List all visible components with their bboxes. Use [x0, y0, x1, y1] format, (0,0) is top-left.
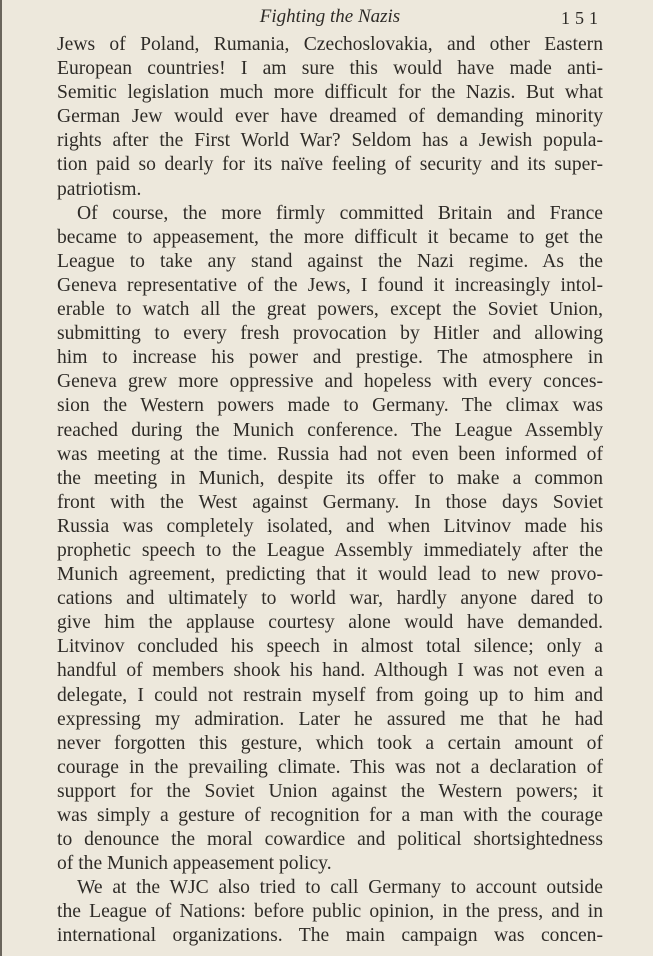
text-line: never forgotten this gesture, which took a certain amount of [57, 732, 603, 754]
text-line: support for the Soviet Union against the Western powers; it [57, 780, 603, 802]
text-line: of the Munich appeasement policy. [57, 853, 332, 875]
text-line: was simply a gesture of recognition for a man with the courage [57, 805, 603, 826]
page-header [57, 6, 603, 32]
text-line: was meeting at the time. Russia had not even been informed of [57, 443, 603, 465]
text-line: rights after the First World War? Seldom has a Jewish popula- [57, 130, 603, 152]
text-line: German Jew would ever have dreamed of demanding minority [57, 106, 603, 128]
text-line: the meeting in Munich, despite its offer to make a common [57, 467, 603, 489]
text-line: front with the West against Germany. In those days Soviet [57, 491, 603, 513]
text-line: Munich agreement, predicting that it would lead to new provo- [57, 564, 603, 586]
text-line: submitting to every fresh provocation by Hitler and allowing [57, 323, 603, 345]
text-line: international organizations. The main campaign was concen- [57, 925, 603, 947]
text-line: reached during the Munich conference. The League Assembly [57, 419, 603, 441]
text-line: expressing my admiration. Later he assured me that he had [57, 708, 603, 730]
text-line: We at the WJC also tried to call Germany to account outside [77, 877, 603, 899]
text-line: tion paid so dearly for its naïve feeling of security and its super- [57, 154, 603, 176]
text-line: sion the Western powers made to Germany. The climax was [57, 395, 603, 417]
text-line: League to take any stand against the Nazi regime. As the [57, 250, 603, 272]
text-line: prophetic speech to the League Assembly immediately after the [57, 539, 603, 561]
text-line: Geneva grew more oppressive and hopeless with every conces- [57, 371, 603, 393]
text-line: became to appeasement, the more difficult it became to get the [57, 226, 603, 248]
text-line: erable to watch all the great powers, except the Soviet Union, [57, 299, 603, 321]
text-line: Russia was completely isolated, and when Litvinov made his [57, 515, 603, 537]
text-line: patriotism. [57, 178, 142, 200]
text-line: cations and ultimately to world war, hardly anyone dared to [57, 588, 603, 610]
text-line: Semitic legislation much more difficult for the Nazis. But what [57, 82, 603, 104]
text-line: Jews of Poland, Rumania, Czechoslovakia, and other Eastern [57, 34, 603, 55]
text-line: delegate, I could not restrain myself from going up to him and [57, 684, 603, 706]
page-edge [0, 0, 2, 956]
text-line: Of course, the more firmly committed Britain and France [77, 202, 603, 224]
text-line: courage in the prevailing climate. This was not a declaration of [57, 756, 603, 778]
running-head: Fighting the Nazis [259, 6, 401, 27]
text-line: the League of Nations: before public opinion, in the press, and in [57, 901, 603, 923]
text-line: European countries! I am sure this would have made anti- [57, 58, 603, 80]
page-number: 151 [561, 8, 603, 28]
text-line: Litvinov concluded his speech in almost total silence; only a [57, 636, 603, 658]
text-line: give him the applause courtesy alone would have demanded. [57, 612, 603, 634]
text-line: him to increase his power and prestige. The atmosphere in [57, 347, 603, 369]
text-line: Geneva representative of the Jews, I found it increasingly intol- [57, 274, 603, 296]
page-body [57, 33, 603, 949]
text-line: to denounce the moral cowardice and political shortsightedness [57, 829, 603, 851]
text-line: handful of members shook his hand. Although I was not even a [57, 660, 603, 682]
